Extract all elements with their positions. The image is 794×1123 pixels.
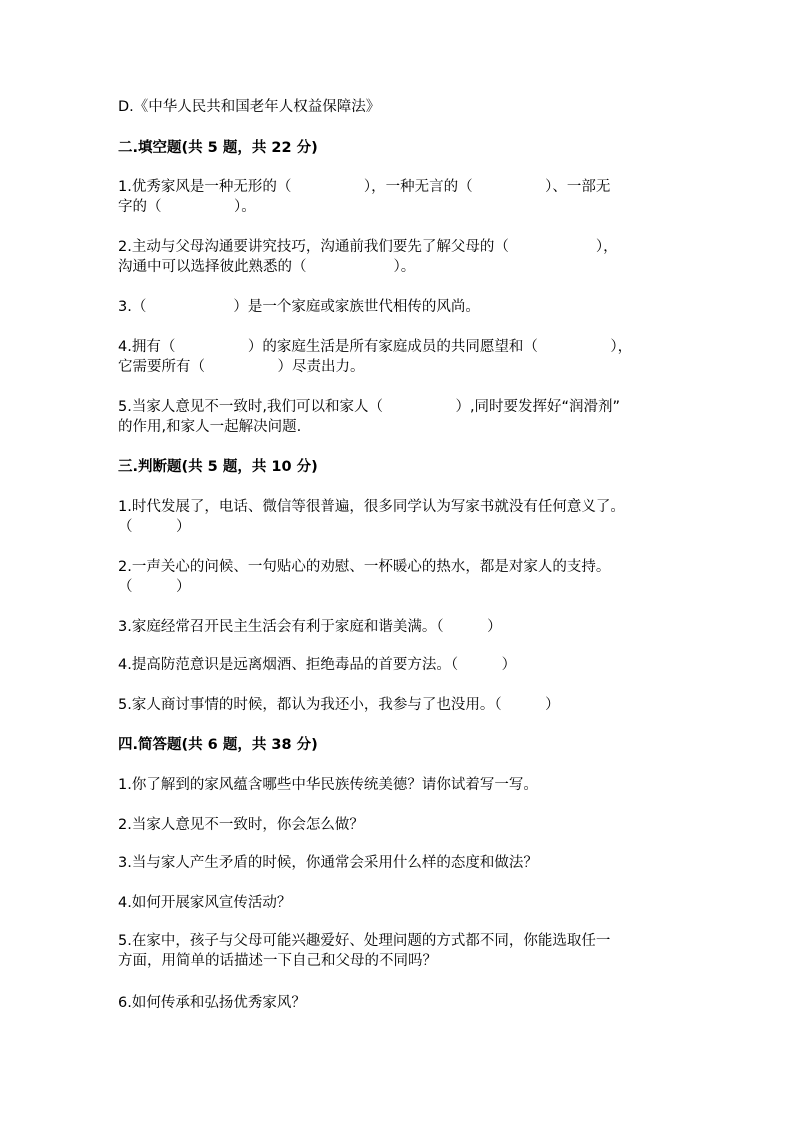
fill-blank-q2-line1: 2.主动与父母沟通要讲究技巧，沟通前我们要先了解父母的（ ）， (118, 239, 618, 255)
short-answer-q5-line1: 5.在家中，孩子与父母可能兴趣爱好、处理问题的方式都不同，你能选取任一 (118, 933, 611, 949)
fill-blank-q5-line2: 的作用,和家人一起解决问题. (118, 419, 302, 435)
judge-q2-line1: 2.一声关心的问候、一句贴心的劝慰、一杯暖心的热水，都是对家人的支持。 (118, 559, 611, 575)
judge-q4-line1: 4.提高防范意识是远离烟酒、拒绝毒品的首要方法。（ ） (118, 657, 517, 673)
short-answer-q6-line1: 6.如何传承和弘扬优秀家风？ (118, 995, 306, 1011)
fill-blank-q1-line1: 1.优秀家风是一种无形的（ ），一种无言的（ ）、一部无 (118, 179, 611, 195)
judge-q5-line1: 5.家人商讨事情的时候，都认为我还小，我参与了也没用。（ ） (118, 697, 560, 713)
fill-blank-q5-line1: 5.当家人意见不一致时,我们可以和家人（ ）,同时要发挥好“润滑剂” (118, 399, 621, 415)
fill-blank-q2-line2: 沟通中可以选择彼此熟悉的（ ）。 (118, 259, 416, 275)
judge-q3-line1: 3.家庭经常召开民主生活会有利于家庭和谐美满。（ ） (118, 619, 502, 635)
short-answer-q1-line1: 1.你了解到的家风蕴含哪些中华民族传统美德？请你试着写一写。 (118, 777, 538, 793)
section-4-heading: 四.简答题(共 6 题，共 38 分) (118, 737, 318, 753)
judge-q2-line2: （ ） (118, 579, 191, 595)
short-answer-q3-line1: 3.当与家人产生矛盾的时候，你通常会采用什么样的态度和做法？ (118, 855, 538, 871)
judge-q1-line2: （ ） (118, 519, 191, 535)
fill-blank-q4-line2: 它需要所有（ ）尽责出力。 (118, 359, 365, 375)
fill-blank-q3-line1: 3.（ ）是一个家庭或家族世代相传的风尚。 (118, 299, 480, 315)
fill-blank-q1-line2: 字的（ ）。 (118, 199, 256, 215)
short-answer-q5-line2: 方面，用简单的话描述一下自己和父母的不同吗？ (118, 953, 437, 969)
short-answer-q2-line1: 2.当家人意见不一致时，你会怎么做？ (118, 817, 364, 833)
judge-q1-line1: 1.时代发展了，电话、微信等很普遍，很多同学认为写家书就没有任何意义了。 (118, 499, 625, 515)
short-answer-q4-line1: 4.如何开展家风宣传活动？ (118, 895, 292, 911)
section-3-heading: 三.判断题(共 5 题，共 10 分) (118, 459, 318, 475)
section-2-heading: 二.填空题(共 5 题，共 22 分) (118, 140, 318, 156)
fill-blank-q4-line1: 4.拥有（ ）的家庭生活是所有家庭成员的共同愿望和（ ）， (118, 339, 633, 355)
previous-question-option-d: D.《中华人民共和国老年人权益保障法》 (118, 99, 381, 115)
